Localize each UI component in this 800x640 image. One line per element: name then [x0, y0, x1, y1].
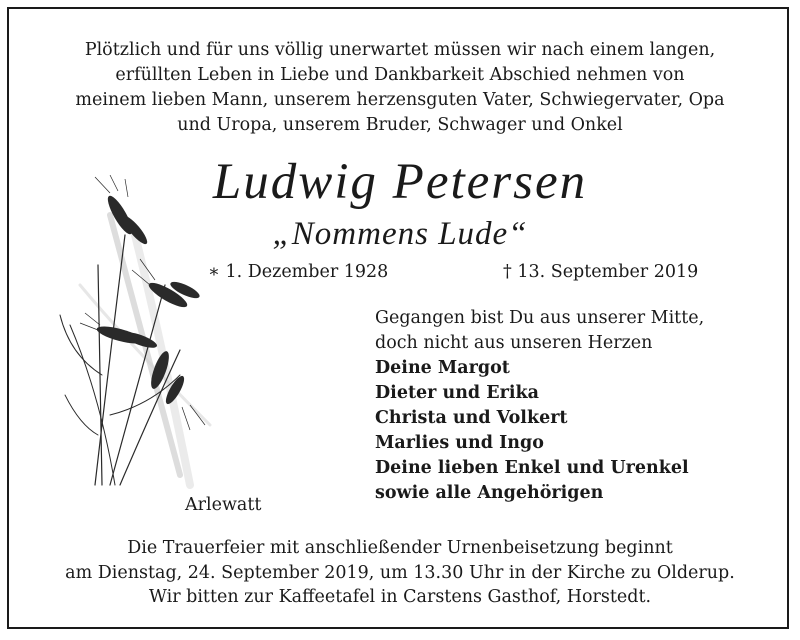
death-date: † 13. September 2019 — [503, 262, 699, 282]
funeral-line: Die Trauerfeier mit anschließender Urnenbeisetzung beginnt — [127, 538, 673, 558]
mourner-entry: sowie alle Angehörigen — [375, 483, 604, 503]
coffee-invitation: Wir bitten zur Kaffeetafel in Carstens Gasthof, Horstedt. — [148, 587, 652, 607]
intro-line: Plötzlich und für uns völlig unerwartet müssen wir nach einem langen, — [84, 40, 716, 60]
deceased-nickname: „Nommens Lude“ — [272, 216, 528, 252]
intro-line: erfüllten Leben in Liebe und Dankbarkeit Abschied nehmen von — [115, 65, 685, 85]
mourner-entry: Deine Margot — [375, 358, 510, 378]
mourner-entry: Christa und Volkert — [375, 408, 568, 428]
intro-line: meinem lieben Mann, unserem herzensguten Vater, Schwiegervater, Opa — [75, 90, 725, 110]
mourner-entry: Marlies und Ingo — [375, 433, 544, 453]
funeral-line: am Dienstag, 24. September 2019, um 13.30 Uhr in der Kirche zu Olderup. — [65, 563, 735, 583]
intro-line: und Uropa, unserem Bruder, Schwager und Onkel — [177, 115, 623, 135]
mourner-entry: Dieter und Erika — [375, 383, 539, 403]
deceased-name: Ludwig Petersen — [212, 154, 588, 210]
funeral-details — [40, 536, 760, 586]
verse-line: Gegangen bist Du aus unserer Mitte, — [375, 308, 705, 328]
verse-text — [375, 306, 704, 356]
intro-text — [40, 38, 760, 138]
mourners-list — [375, 356, 689, 506]
mourner-entry: Deine lieben Enkel und Urenkel — [375, 458, 689, 478]
verse-line: doch nicht aus unseren Herzen — [375, 333, 653, 353]
birth-date: ∗ 1. Dezember 1928 — [208, 262, 389, 282]
place-name: Arlewatt — [185, 495, 262, 515]
